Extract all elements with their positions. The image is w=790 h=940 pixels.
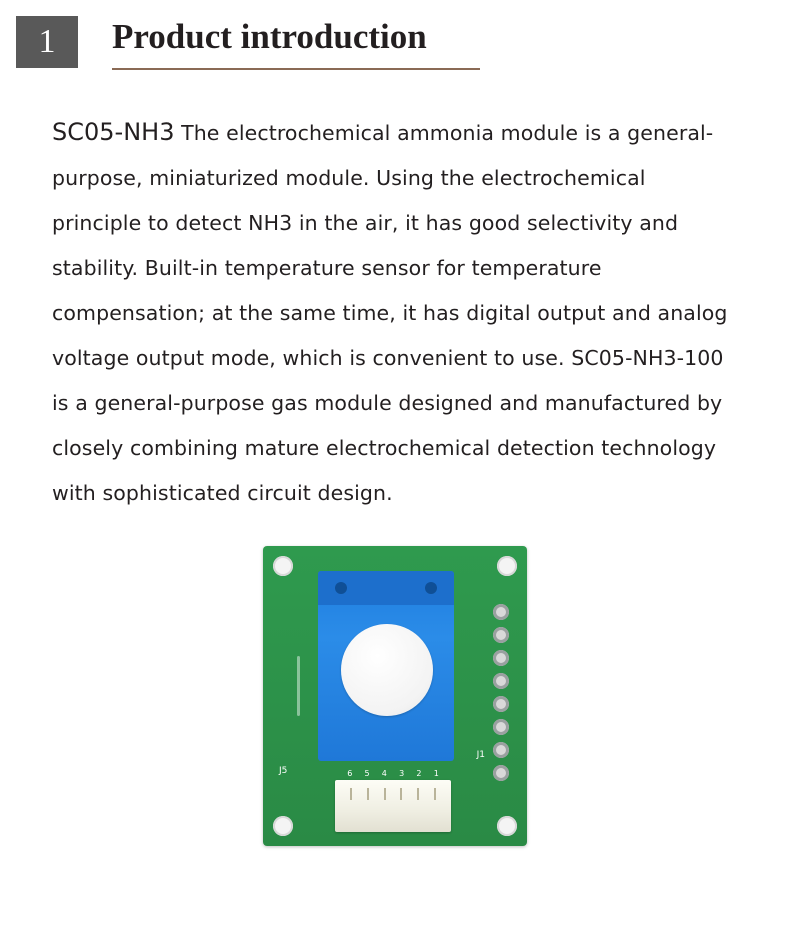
connector-pin-number: 3	[399, 769, 405, 778]
section-header	[0, 0, 790, 86]
connector-contact	[434, 788, 436, 800]
mounting-hole-icon	[497, 556, 517, 576]
pin-hole-icon	[493, 604, 509, 620]
pin-header-j1	[493, 604, 511, 781]
connector-contacts	[335, 788, 451, 800]
connector-pin-number: 4	[381, 769, 387, 778]
title-underline-rule	[112, 68, 480, 70]
sensor-membrane	[341, 624, 433, 716]
pin-hole-icon	[493, 742, 509, 758]
pin-hole-icon	[493, 673, 509, 689]
mounting-hole-icon	[273, 556, 293, 576]
silkscreen-label-j1: J1	[476, 750, 485, 760]
connector-contact	[400, 788, 402, 800]
connector-pin-numbers	[335, 769, 451, 778]
connector-contact	[367, 788, 369, 800]
mounting-hole-icon	[273, 816, 293, 836]
introduction-paragraph	[52, 110, 738, 516]
pin-hole-icon	[493, 650, 509, 666]
connector-contact	[384, 788, 386, 800]
product-photo	[0, 546, 790, 846]
silkscreen-label-j5: J5	[279, 766, 288, 776]
pin-hole-icon	[493, 765, 509, 781]
connector-pin-number: 6	[347, 769, 353, 778]
page-title: Product introduction	[112, 17, 427, 56]
mounting-hole-icon	[497, 816, 517, 836]
white-connector	[335, 780, 451, 832]
section-title-block	[112, 14, 480, 70]
connector-pin-number: 1	[433, 769, 439, 778]
connector-contact	[350, 788, 352, 800]
pin-hole-icon	[493, 696, 509, 712]
product-model-name: SC05-NH3	[52, 118, 175, 146]
connector-contact	[417, 788, 419, 800]
pin-hole-icon	[493, 627, 509, 643]
section-number-badge: 1	[16, 16, 78, 68]
sensor-screw-icon	[425, 582, 437, 594]
connector-pin-number: 5	[364, 769, 370, 778]
connector-pin-number: 2	[416, 769, 422, 778]
sensor-screw-icon	[335, 582, 347, 594]
pin-hole-icon	[493, 719, 509, 735]
pcb-trace	[297, 656, 300, 716]
pcb-board-image	[263, 546, 527, 846]
introduction-body-text: The electrochemical ammonia module is a general-purpose, miniaturized module. Using the electrochemical principle to detect NH3 in the air, it has good selectivity and stability. Built-in temperature sensor for temperature compensation; at the same time, it has digital output and analog voltage output mode, which is convenient to use. SC05-NH3-100 is a general-purpose gas module designed and manufactured by closely combining mature electrochemical detection technology with sophisticated circuit design.	[52, 121, 728, 505]
